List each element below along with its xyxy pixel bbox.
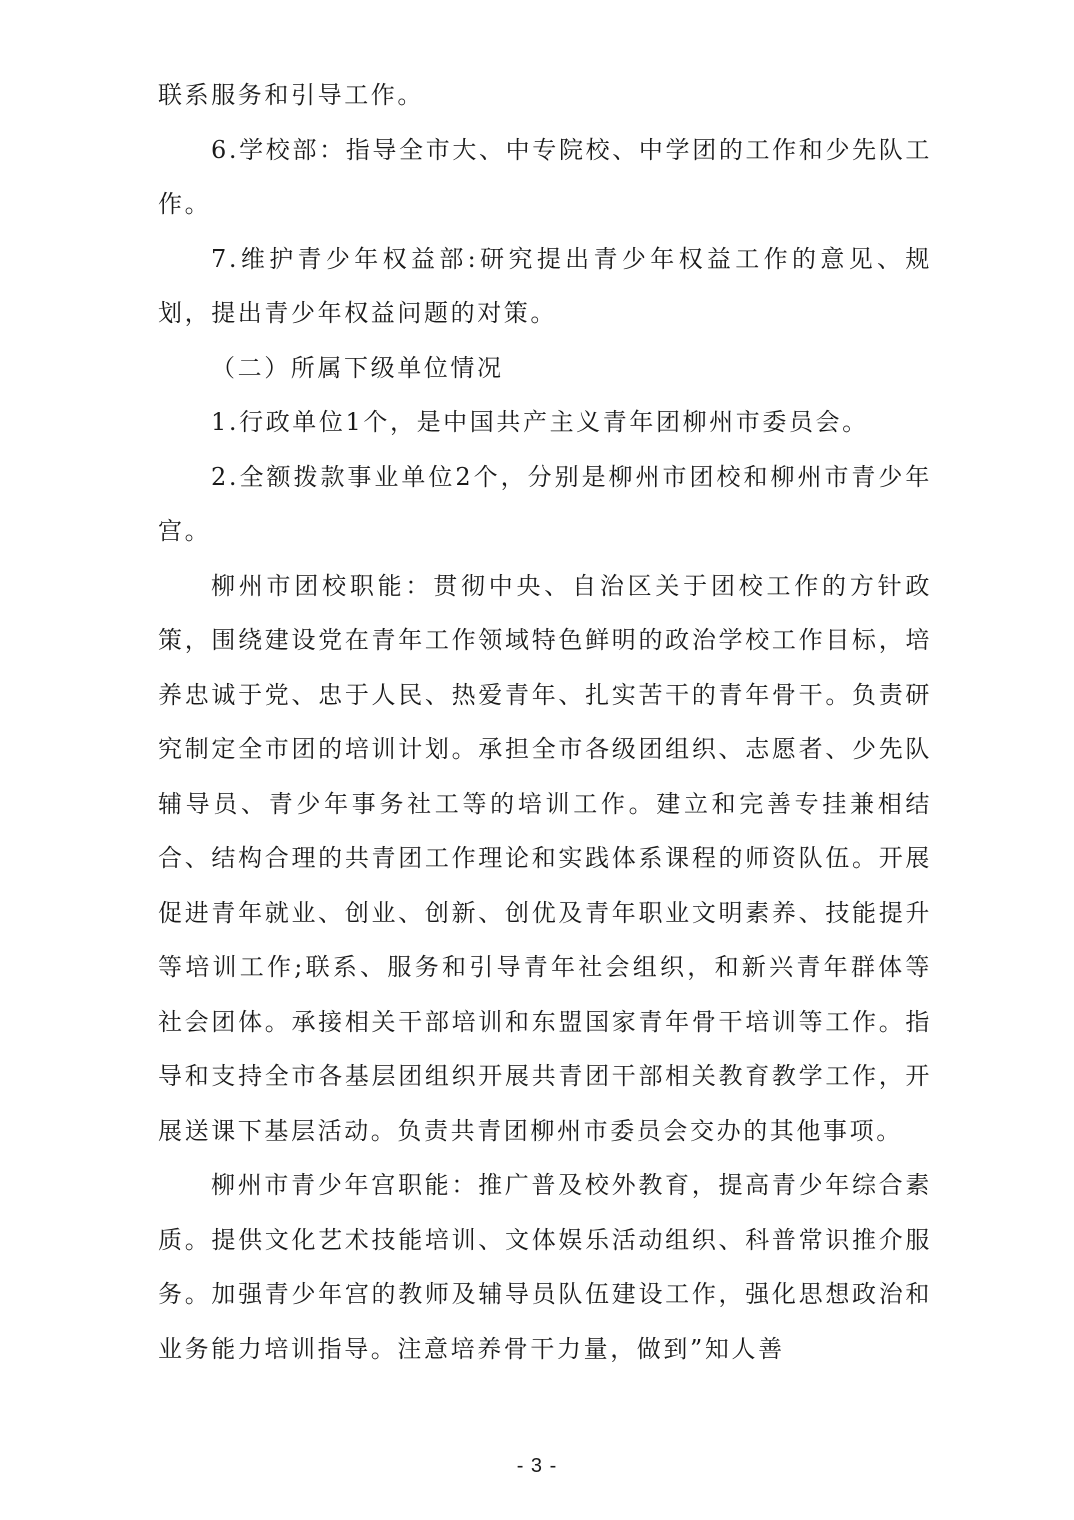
- page-number: - 3 -: [516, 1455, 558, 1477]
- paragraph-youth-palace-functions: 柳州市青少年宫职能：推广普及校外教育，提高青少年综合素质。提供文化艺术技能培训、文体娱乐活动组织、科普常识推介服务。加强青少年宫的教师及辅导员队伍建设工作，强化思想政治和业务能力培训指导。注意培养骨干力量，做到”知人善: [158, 1171, 932, 1363]
- document-body: [158, 68, 932, 1376]
- paragraph-youth-rights-department: 7.维护青少年权益部:研究提出青少年权益工作的意见、规划，提出青少年权益问题的对策。: [158, 244, 932, 327]
- paragraph-funded-institutions: 2.全额拨款事业单位2个，分别是柳州市团校和柳州市青少年宫。: [158, 462, 932, 545]
- paragraph-school-department: 6.学校部：指导全市大、中专院校、中学团的工作和少先队工作。: [158, 135, 932, 218]
- paragraph-administrative-unit: 1.行政单位1个，是中国共产主义青年团柳州市委员会。: [211, 408, 869, 436]
- paragraph-continuation: 联系服务和引导工作。: [158, 81, 424, 109]
- paragraph-youth-league-school-functions: 柳州市团校职能：贯彻中央、自治区关于团校工作的方针政策，围绕建设党在青年工作领域特色鲜明的政治学校工作目标，培养忠诚于党、忠于人民、热爱青年、扎实苦干的青年骨干。负责研究制定全市团的培训计划。承担全市各级团组织、志愿者、少先队辅导员、青少年事务社工等的培训工作。建立和完善专挂兼相结合、结构合理的共青团工作理论和实践体系课程的师资队伍。开展促进青年就业、创业、创新、创优及青年职业文明素养、技能提升等培训工作;联系、服务和引导青年社会组织，和新兴青年群体等社会团体。承接相关干部培训和东盟国家青年骨干培训等工作。指导和支持全市各基层团组织开展共青团干部相关教育教学工作，开展送课下基层活动。负责共青团柳州市委员会交办的其他事项。: [158, 571, 932, 1145]
- section-heading-subordinate-units: （二）所属下级单位情况: [211, 353, 504, 382]
